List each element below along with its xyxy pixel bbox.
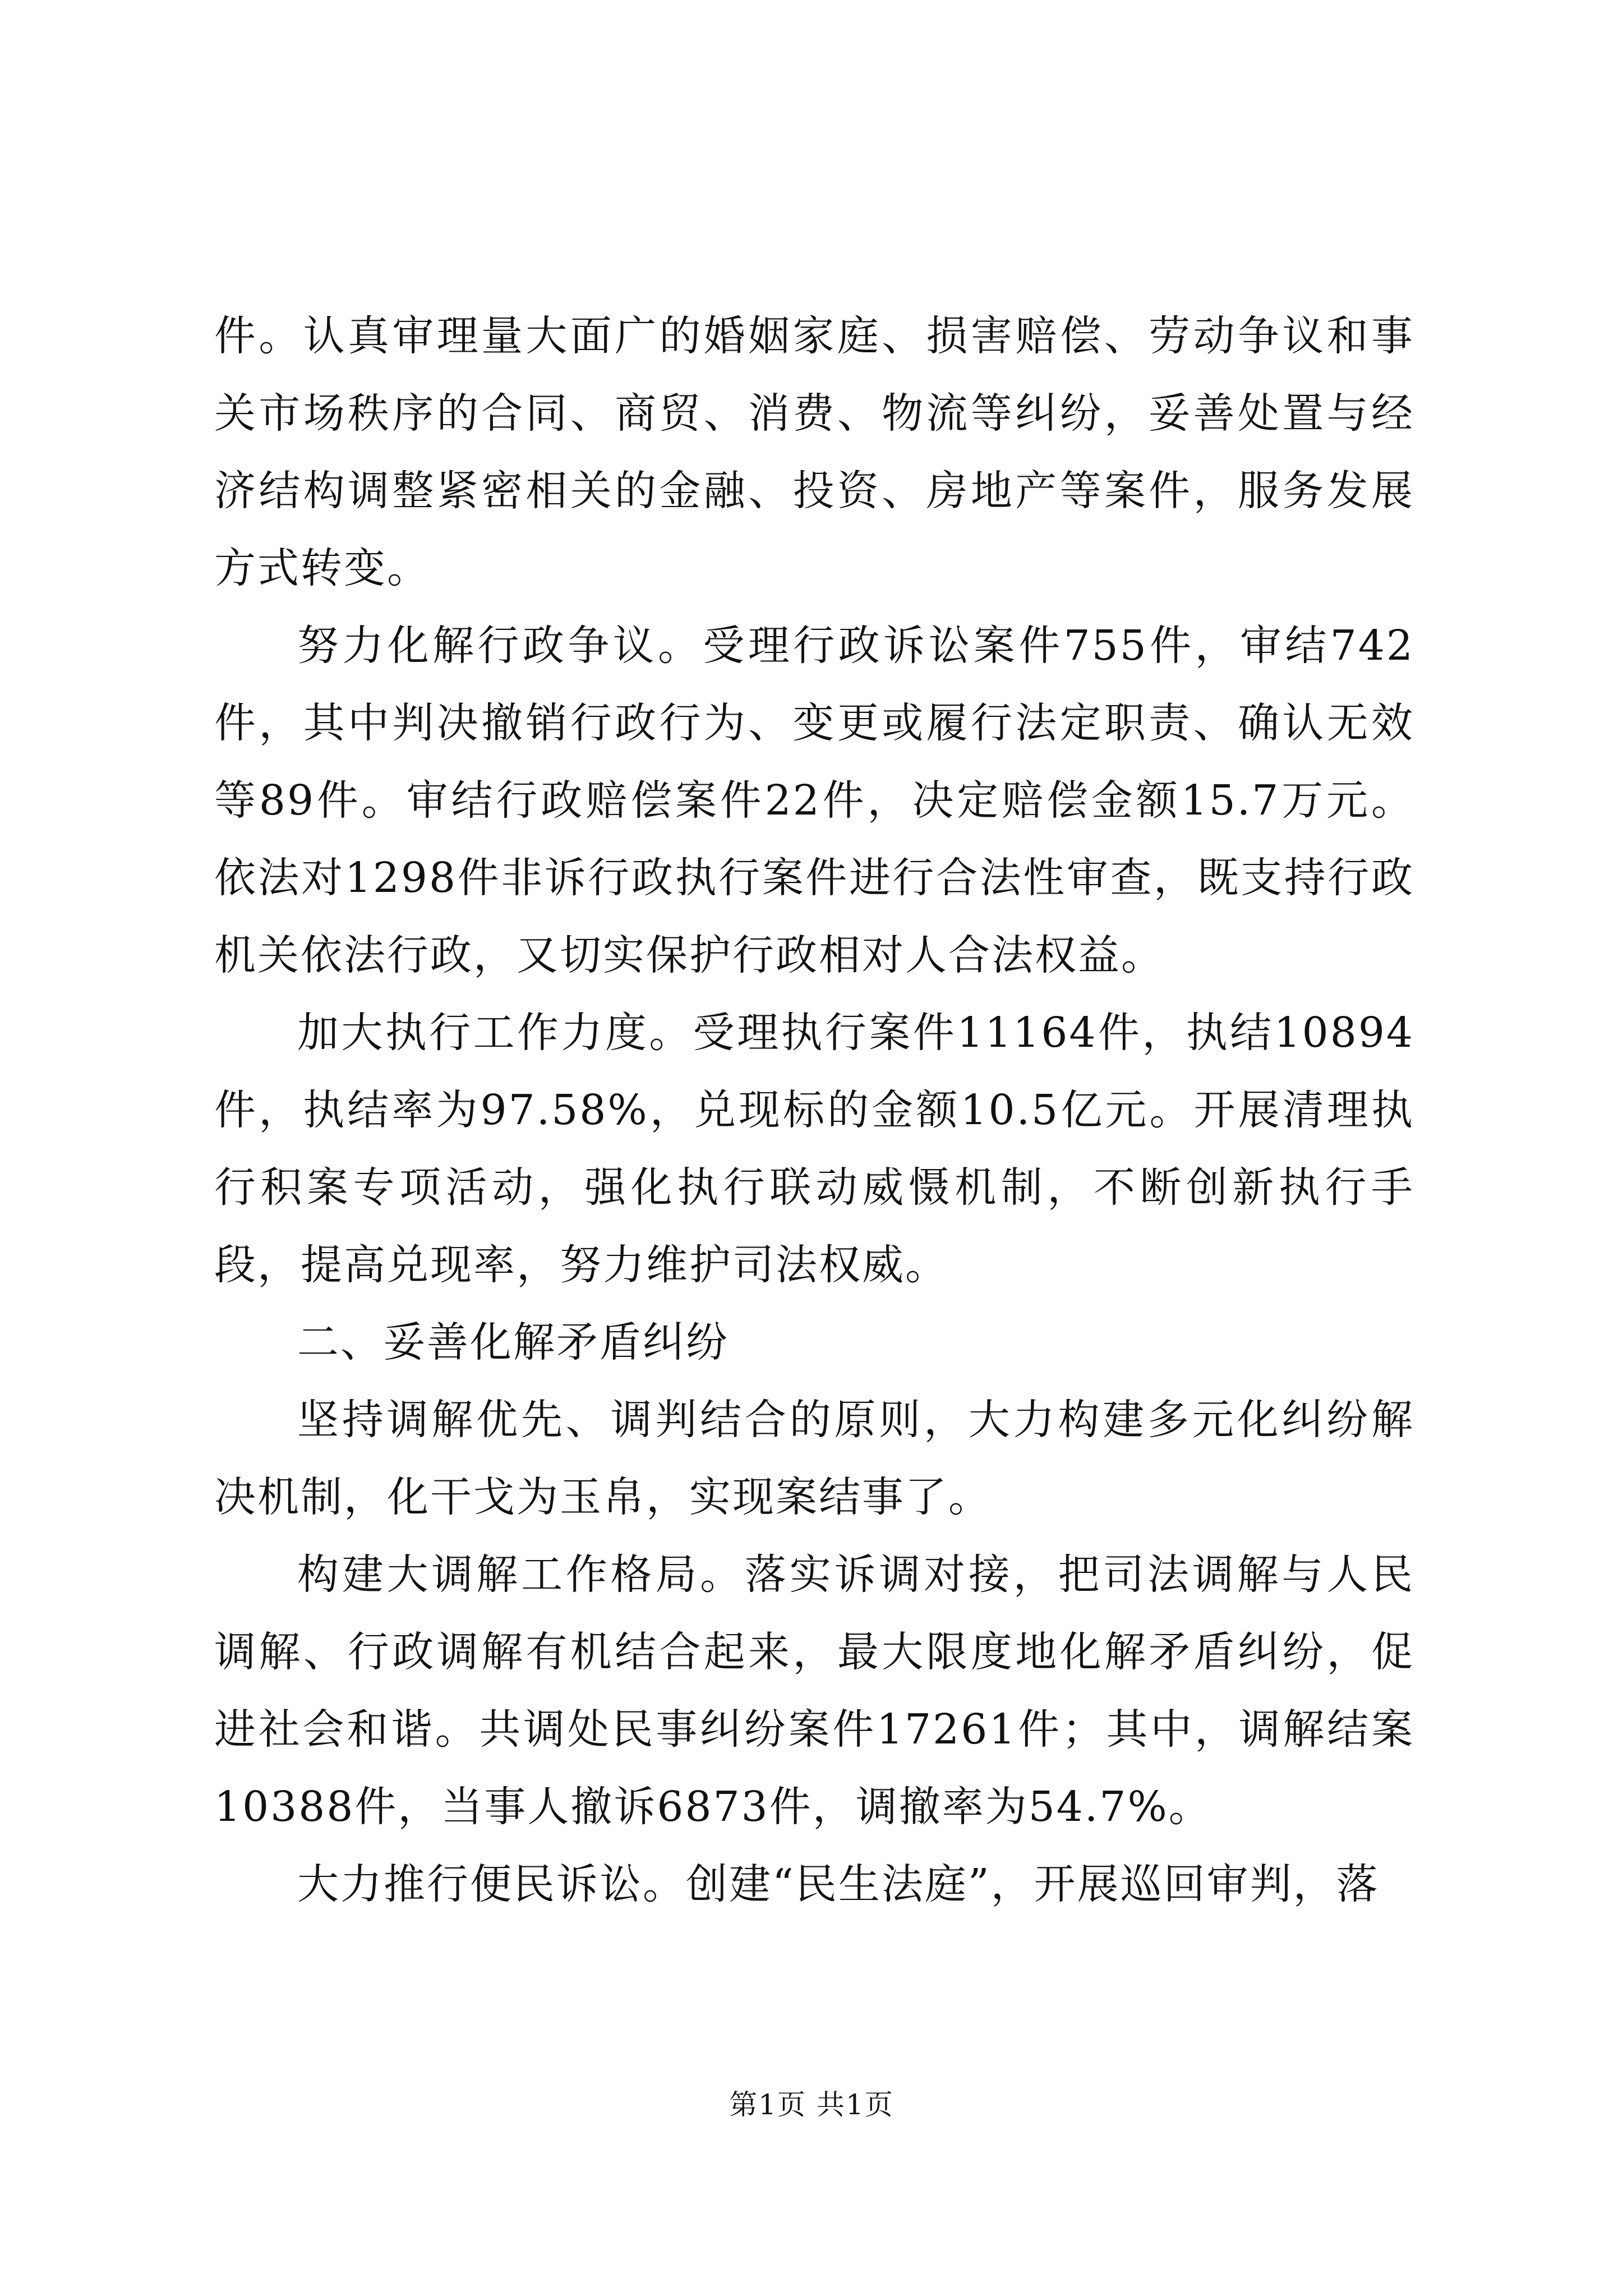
page-number-footer: 第1页 共1页 — [729, 2088, 894, 2121]
paragraph-enforcement: 加大执行工作力度。受理执行案件11164件，执结10894件，执结率为97.58%，兑现标的金额10.5亿元。开展清理执行积案专项活动，强化执行联动威慑机制，不断创新执行手段，提高兑现率，努力维护司法权威。 — [214, 1009, 1414, 1289]
paragraph-administrative-disputes: 努力化解行政争议。受理行政诉讼案件755件，审结742件，其中判决撤销行政行为、变更或履行法定职责、确认无效等89件。审结行政赔偿案件22件，决定赔偿金额15.7万元。依法对1298件非诉行政执行案件进行合法性审查，既支持行政机关依法行政，又切实保护行政相对人合法权益。 — [214, 622, 1414, 979]
paragraph-civil-cases-continued: 件。认真审理量大面广的婚姻家庭、损害赔偿、劳动争议和事关市场秩序的合同、商贸、消费、物流等纠纷，妥善处置与经济结构调整紧密相关的金融、投资、房地产等案件，服务发展方式转变。 — [214, 312, 1414, 592]
document-body — [214, 297, 1414, 1923]
paragraph-mediation-principle: 坚持调解优先、调判结合的原则，大力构建多元化纠纷解决机制，化干戈为玉帛，实现案结事了。 — [214, 1396, 1414, 1521]
paragraph-convenient-litigation: 大力推行便民诉讼。创建“民生法庭”，开展巡回审判，落 — [297, 1860, 1380, 1908]
paragraph-mediation-pattern: 构建大调解工作格局。落实诉调对接，把司法调解与人民调解、行政调解有机结合起来，最大限度地化解矛盾纠纷，促进社会和谐。共调处民事纠纷案件17261件；其中，调解结案10388件，当事人撤诉6873件，调撤率为54.7%。 — [214, 1550, 1414, 1831]
section-heading-resolve-disputes: 二、妥善化解矛盾纠纷 — [297, 1318, 729, 1366]
